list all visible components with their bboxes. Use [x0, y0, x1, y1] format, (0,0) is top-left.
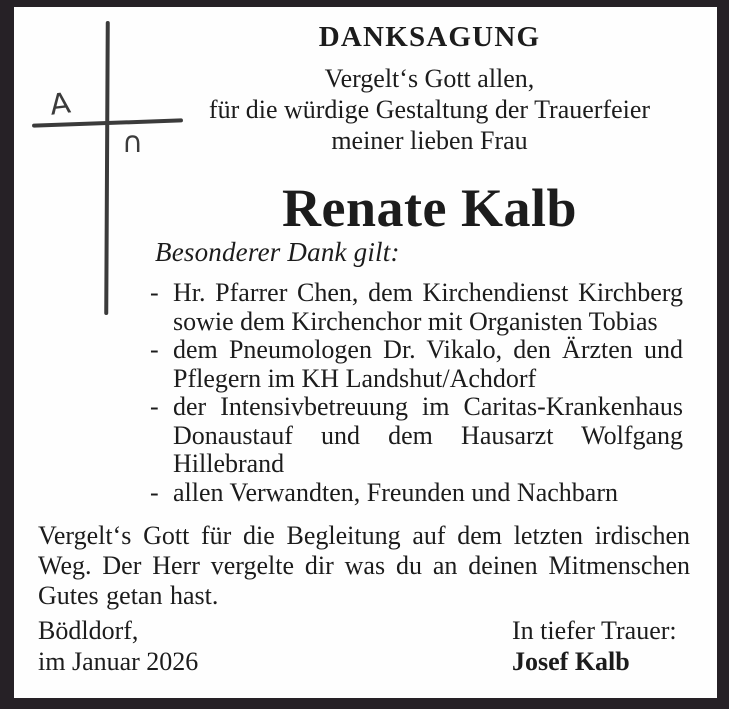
date-line: im Januar 2026	[38, 647, 199, 676]
intro-line-2: für die würdige Gestaltung der Trauerfeier	[208, 95, 651, 124]
place-line: Bödldorf,	[38, 616, 139, 645]
omega-icon: ∩	[122, 125, 144, 159]
headline-block	[154, 20, 705, 237]
obituary-notice	[14, 7, 717, 698]
mourning-label: In tiefer Trauer:	[512, 616, 677, 645]
place-date-block	[38, 615, 198, 677]
thanks-item: - Hr. Pfarrer Chen, dem Kirchendienst Kirchberg sowie dem Kirchenchor mit Organisten Tobias	[150, 279, 683, 336]
intro-line-3: meiner lieben Frau	[331, 126, 528, 155]
thanks-item: - allen Verwandten, Freunden und Nachbarn	[150, 479, 683, 508]
thanks-heading: Besonderer Dank gilt:	[155, 237, 400, 267]
thanks-item: - der Intensivbetreuung im Caritas-Krankenhaus Donaustauf und dem Hausarzt Wolfgang Hillebrand	[150, 393, 683, 479]
intro-line-1: Vergelt‘s Gott allen,	[324, 64, 535, 93]
cross-vertical-line	[104, 21, 109, 315]
mourner-name: Josef Kalb	[512, 647, 630, 676]
deceased-name: Renate Kalb	[282, 178, 577, 238]
alpha-icon: A	[48, 86, 73, 123]
closing-paragraph: Vergelt‘s Gott für die Begleitung auf dem letzten irdischen Weg. Der Herr vergelte dir was du an deinen Mitmenschen Gutes getan hast.	[38, 521, 690, 610]
mourning-block	[512, 615, 677, 677]
notice-type-title: DANKSAGUNG	[318, 21, 541, 53]
thanks-item: - dem Pneumologen Dr. Vikalo, den Ärzten und Pflegern im KH Landshut/Achdorf	[150, 336, 683, 393]
thanks-list	[150, 279, 683, 507]
intro-text	[154, 63, 705, 156]
